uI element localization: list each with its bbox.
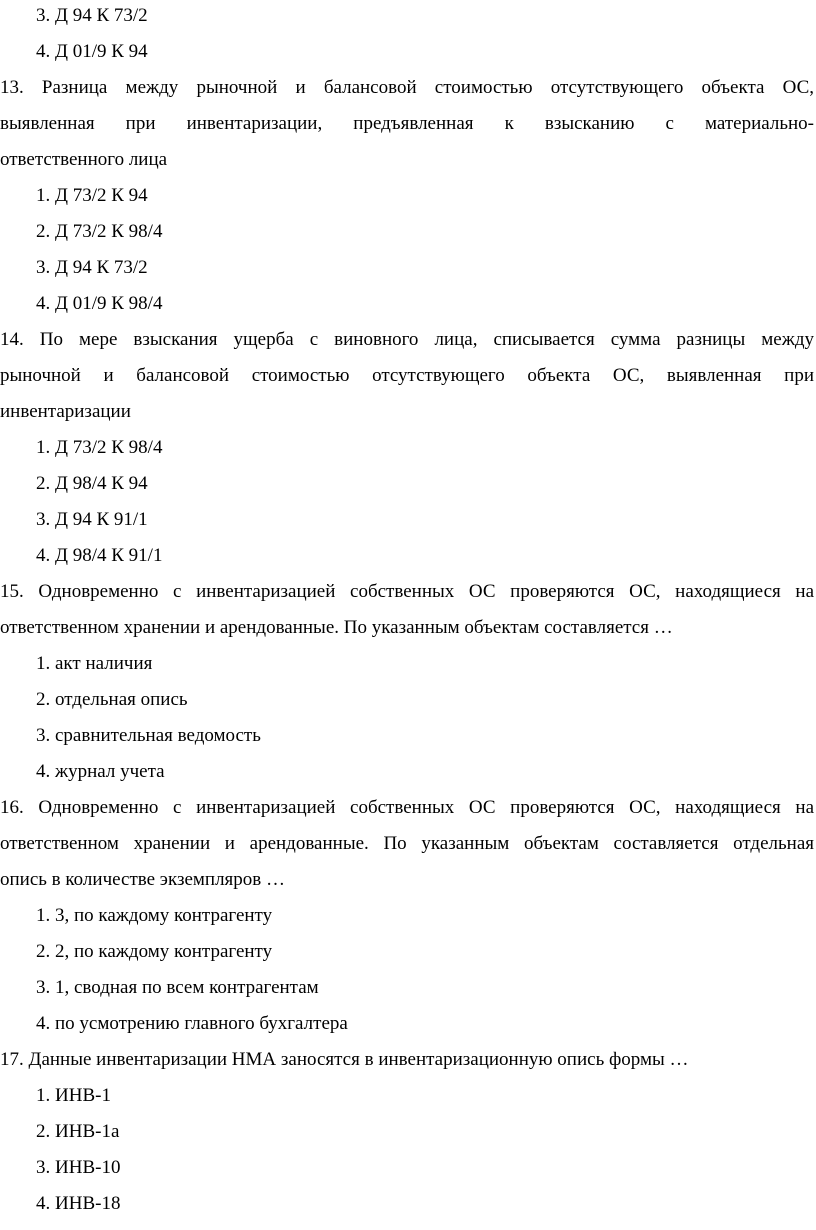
question-text: 14. По мере взыскания ущерба с виновного лица, списывается сумма разницы между [0,329,814,350]
question-text: 16. Одновременно с инвентаризацией собственных ОС проверяются ОС, находящиеся на [0,797,814,818]
answer-option: 4. журнал учета [36,761,165,782]
answer-option: 4. Д 98/4 К 91/1 [36,545,163,566]
answer-option: 3. Д 94 К 73/2 [36,257,148,278]
question-text: рыночной и балансовой стоимостью отсутствующего объекта ОС, выявленная при [0,365,814,386]
question-text: ответственного лица [0,149,168,170]
answer-option: 1. 3, по каждому контрагенту [36,905,273,926]
question-text: 13. Разница между рыночной и балансовой стоимостью отсутствующего объекта ОС, [0,77,814,98]
question-text: инвентаризации [0,401,131,422]
answer-option: 2. Д 73/2 К 98/4 [36,221,163,242]
answer-option: 4. ИНВ-18 [36,1193,121,1214]
answer-option: 4. по усмотрению главного бухгалтера [36,1013,348,1034]
answer-option: 1. акт наличия [36,653,153,674]
answer-option: 3. 1, сводная по всем контрагентам [36,977,319,998]
answer-option: 2. Д 98/4 К 94 [36,473,148,494]
answer-option: 3. ИНВ-10 [36,1157,121,1178]
question-text: ответственном хранении и арендованные. По указанным объектам составляется … [0,617,673,638]
question-text: 17. Данные инвентаризации НМА заносятся в инвентаризационную опись формы … [0,1049,689,1070]
answer-option: 4. Д 01/9 К 98/4 [36,293,163,314]
question-text: выявленная при инвентаризации, предъявленная к взысканию с материально- [0,113,814,134]
answer-option: 2. 2, по каждому контрагенту [36,941,273,962]
answer-option: 3. сравнительная ведомость [36,725,261,746]
question-text: ответственном хранении и арендованные. По указанным объектам составляется отдельная [0,833,814,854]
answer-option: 4. Д 01/9 К 94 [36,41,148,62]
question-text: 15. Одновременно с инвентаризацией собственных ОС проверяются ОС, находящиеся на [0,581,814,602]
answer-option: 2. ИНВ-1а [36,1121,120,1142]
answer-option: 1. Д 73/2 К 98/4 [36,437,163,458]
question-text: опись в количестве экземпляров … [0,869,286,890]
answer-option: 3. Д 94 К 73/2 [36,5,148,26]
answer-option: 1. Д 73/2 К 94 [36,185,148,206]
answer-option: 2. отдельная опись [36,689,188,710]
answer-option: 3. Д 94 К 91/1 [36,509,148,530]
answer-option: 1. ИНВ-1 [36,1085,111,1106]
